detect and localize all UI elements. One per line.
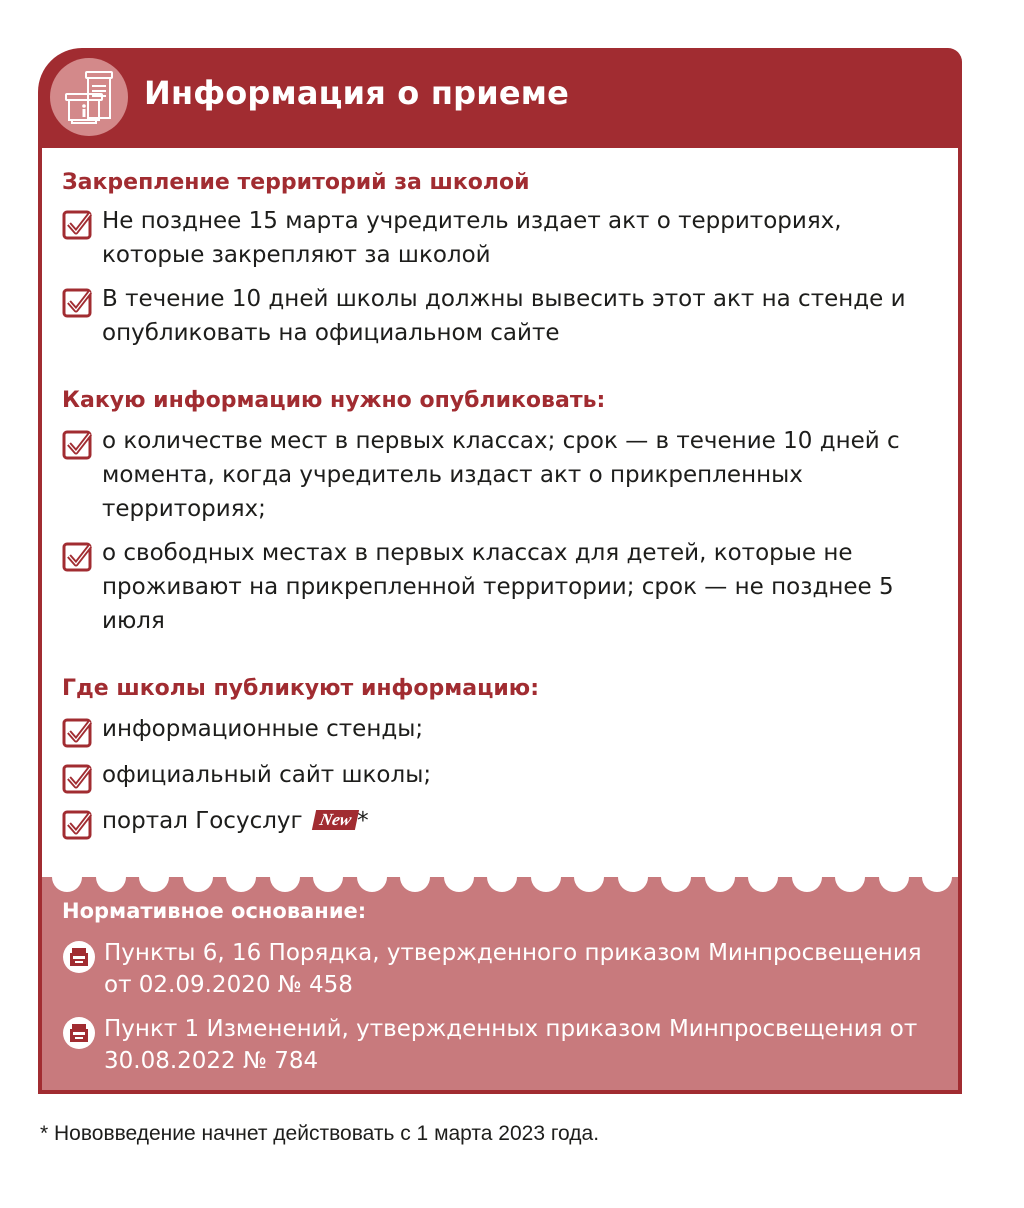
checkbox-checked-icon [62,286,94,318]
admission-info-card [38,48,962,1094]
normative-item [62,1013,942,1077]
list-item-text: информационные стенды; [102,716,424,742]
list-item-text: о свободных местах в первых классах для детей, которые не проживают на прикрепленной территории; срок — не позднее 5 июля [102,540,894,634]
list-item-text: о количестве мест в первых классах; срок — в течение 10 дней с момента, когда учредитель издаст акт о прикрепленных территориях; [102,428,900,522]
list-item-text [102,804,942,838]
checkbox-checked-icon [62,808,94,840]
list-item-text: официальный сайт школы; [102,762,432,788]
normative-basis-panel [42,877,958,1090]
checkbox-checked-icon [62,762,94,794]
normative-item-text: Пункт 1 Изменений, утвержденных приказом Минпросвещения от 30.08.2022 № 784 [104,1016,918,1074]
checkbox-checked-icon [62,428,94,460]
card-content [62,168,942,838]
section-title-where-published: Где школы публикуют информацию: [62,676,539,701]
section-title-territories: Закрепление территорий за школой [62,170,530,195]
list-item-text: В течение 10 дней школы должны вывесить этот акт на стенде и опубликовать на официальном сайте [102,286,906,346]
info-stand-icon [50,58,128,136]
normative-item-text: Пункты 6, 16 Порядка, утвержденного приказом Минпросвещения от 02.09.2020 № 458 [104,940,922,998]
checkbox-checked-icon [62,716,94,748]
normative-item [62,937,942,1001]
new-badge: New [312,810,359,830]
document-tray-icon [62,1016,96,1050]
list-item [62,536,942,638]
list-item [62,204,942,272]
list-item [62,282,942,350]
checkbox-checked-icon [62,540,94,572]
list-item [62,424,942,526]
checkbox-checked-icon [62,208,94,240]
normative-title: Нормативное основание: [62,899,367,923]
scalloped-edge [42,877,958,895]
list-item [62,804,942,838]
list-item [62,758,942,792]
document-tray-icon [62,940,96,974]
footnote-marker: * [357,808,369,834]
card-header [38,48,962,148]
list-item [62,712,942,746]
section-title-publish-info: Какую информацию нужно опубликовать: [62,388,606,413]
gosuslugi-label: портал Госуслуг [102,808,303,834]
footnote: * Нововведение начнет действовать с 1 марта 2023 года. [40,1122,600,1145]
card-title: Информация о приеме [144,74,570,112]
list-item-text: Не позднее 15 марта учредитель издает акт о территориях, которые закрепляют за школой [102,208,842,268]
